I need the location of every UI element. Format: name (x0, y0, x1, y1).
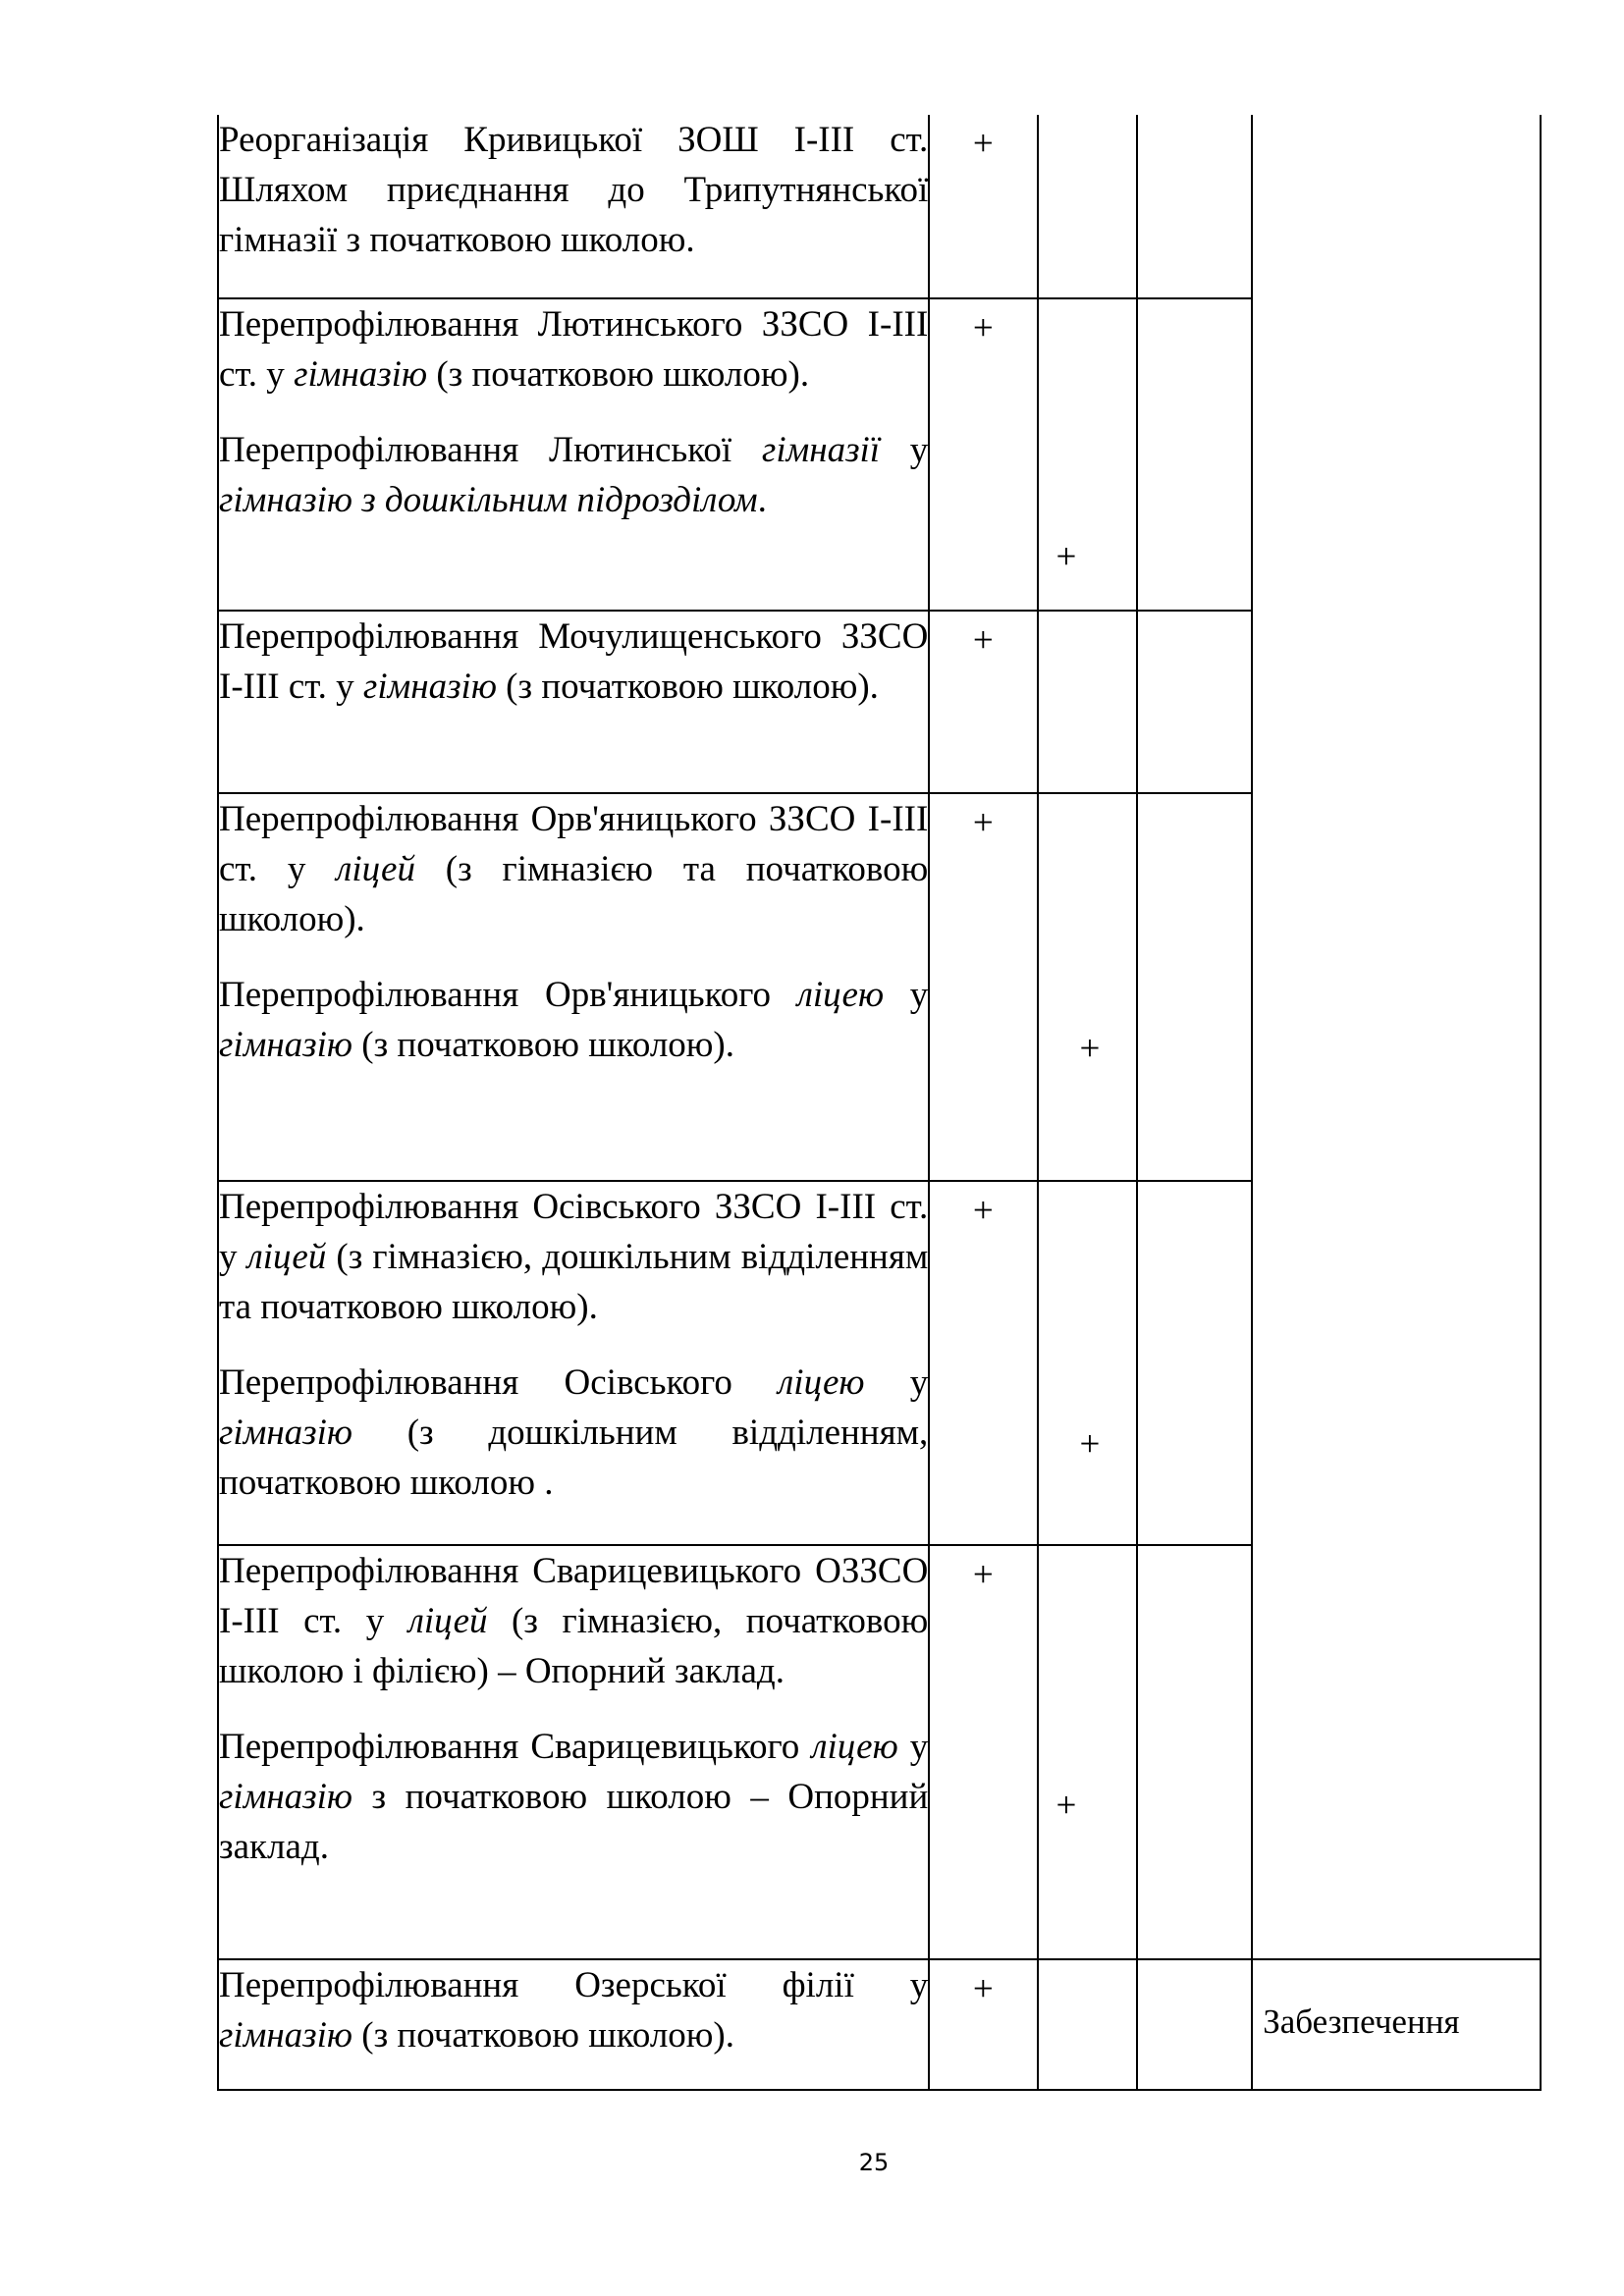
mark-cell-b (1038, 298, 1137, 611)
text-run: (з початковою школою). (352, 2015, 735, 2056)
mark-cell-a (929, 1959, 1038, 2090)
mark-cell-a (929, 115, 1038, 298)
italic-term: ліцею (796, 975, 885, 1015)
action-paragraph (219, 612, 928, 712)
plus-mark: + (972, 1969, 994, 2009)
text-run: (з початковою школою). (427, 354, 810, 395)
italic-term: гімназію з дошкільним підрозділом (219, 480, 758, 520)
plus-mark: + (972, 620, 994, 661)
mark-cell-a (929, 611, 1038, 793)
empty-cell (1137, 1181, 1253, 1545)
mark-cell-a (929, 1545, 1038, 1959)
italic-term: гімназії (761, 430, 881, 470)
italic-term: ліцей (336, 849, 415, 889)
italic-term: ліцею (811, 1727, 898, 1767)
plus-mark: + (1079, 1424, 1101, 1465)
text-run: з початковою школою – Опорний заклад. (219, 1777, 929, 1867)
text-run: Перепрофілювання Мочулищенського ЗЗСО І-ІІІ ст. у (219, 616, 929, 707)
action-description-cell (218, 793, 929, 1181)
text-run: (з початковою школою). (352, 1025, 735, 1065)
italic-term: гімназію (362, 667, 497, 707)
table-row (218, 1959, 1541, 2090)
text-run: Перепрофілювання Орв'яницького ЗЗСО І-ІІІ ст. у (219, 799, 929, 889)
action-description-cell (218, 1545, 929, 1959)
plus-mark: + (972, 1191, 994, 1231)
mark-cell-b (1038, 793, 1137, 1181)
text-run: Перепрофілювання Лютинської (219, 430, 762, 470)
empty-cell (1137, 1545, 1253, 1959)
text-run: у (880, 430, 929, 470)
empty-cell (1137, 611, 1253, 793)
action-paragraph (219, 1960, 928, 2060)
empty-cell (1137, 115, 1253, 298)
action-paragraph (219, 794, 928, 944)
text-run: Перепрофілювання Озерської філії у (219, 1965, 929, 2005)
action-paragraph (219, 970, 928, 1070)
italic-term: гімназію (219, 1025, 352, 1065)
text-run: (з дошкільним відділенням, початковою школою . (219, 1413, 929, 1503)
action-description-cell (218, 115, 929, 298)
mark-cell-b (1038, 1181, 1137, 1545)
mark-cell-a (929, 793, 1038, 1181)
text-run: у (884, 975, 929, 1015)
empty-cell (1137, 1959, 1253, 2090)
mark-cell-a (929, 1181, 1038, 1545)
text-run: Перепрофілювання Сварицевицького (219, 1727, 812, 1767)
plus-mark: + (1056, 1786, 1077, 1826)
action-description-cell (218, 611, 929, 793)
mark-cell-b (1038, 1959, 1137, 2090)
mark-cell-b (1038, 611, 1137, 793)
text-run: . (757, 480, 767, 520)
plus-mark: + (972, 803, 994, 843)
mark-cell-b (1038, 115, 1137, 298)
plus-mark: + (1056, 537, 1077, 577)
italic-term: ліцею (778, 1362, 865, 1403)
action-paragraph (219, 1546, 928, 1696)
empty-cell (1137, 298, 1253, 611)
text-run: Перепрофілювання Осівського (219, 1362, 779, 1403)
plus-mark: + (1079, 1029, 1101, 1069)
table-row (218, 115, 1541, 298)
text-run: (з початковою школою). (496, 667, 879, 707)
action-paragraph (219, 1358, 928, 1508)
italic-term: гімназію (294, 354, 428, 395)
action-paragraph (219, 425, 928, 525)
italic-term: гімназію (219, 2015, 352, 2056)
merged-cell-lower (1252, 1959, 1541, 2090)
action-paragraph (219, 1722, 928, 1872)
text-run: Перепрофілювання Орв'яницького (219, 975, 797, 1015)
action-description-cell (218, 298, 929, 611)
action-description-cell (218, 1959, 929, 2090)
action-description-cell (218, 1181, 929, 1545)
page-number: 25 (858, 2149, 890, 2176)
mark-cell-a (929, 298, 1038, 611)
action-paragraph (219, 115, 928, 265)
empty-cell (1137, 793, 1253, 1181)
italic-term: гімназію (219, 1413, 352, 1453)
document-table (217, 115, 1542, 2091)
action-paragraph (219, 299, 928, 400)
action-paragraph (219, 1182, 928, 1332)
provision-label: Забезпечення (1263, 2002, 1460, 2041)
text-run: у (897, 1727, 929, 1767)
italic-term: ліцей (246, 1237, 327, 1277)
merged-cell-upper (1252, 115, 1541, 1959)
text-run: у (864, 1362, 929, 1403)
plus-mark: + (972, 124, 994, 164)
italic-term: гімназію (219, 1777, 352, 1817)
text-run: (з гімназією та початковою школою). (219, 849, 929, 939)
italic-term: ліцей (407, 1601, 488, 1641)
plus-mark: + (972, 1555, 994, 1595)
plus-mark: + (972, 308, 994, 348)
text-run: Перепрофілювання Лютинського ЗЗСО І-ІІІ ст. у (219, 304, 929, 395)
text-run: Перепрофілювання Сварицевицького ОЗЗСО І-ІІІ ст. у (219, 1551, 929, 1641)
text-run: (з гімназією, початковою школою і філією) – Опорний заклад. (219, 1601, 929, 1691)
text-run: (з гімназією, дошкільним відділенням та початковою школою). (219, 1237, 929, 1327)
text-run: Реорганізація Кривицької ЗОШ І-ІІІ ст. Шляхом приєднання до Трипутнянської гімназії з початковою школою. (219, 120, 929, 260)
text-run: Перепрофілювання Осівського ЗЗСО І-ІІІ ст. у (219, 1187, 929, 1277)
mark-cell-b (1038, 1545, 1137, 1959)
